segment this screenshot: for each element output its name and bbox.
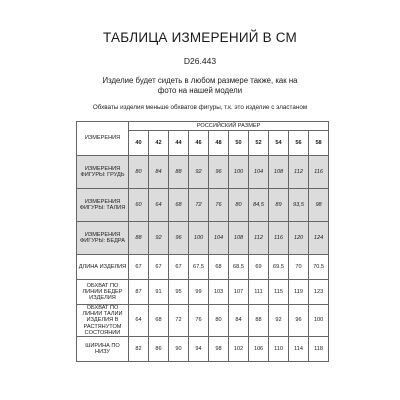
elastane-note: Обхваты изделия меньше обхватов фигуры, т.к. это изделие с эластаном <box>92 104 308 111</box>
table-cell: 96 <box>169 222 189 255</box>
table-cell: 118 <box>309 337 329 362</box>
table-cell: 69.5 <box>269 255 289 280</box>
size-header-cell: 54 <box>269 131 289 156</box>
table-cell: 92 <box>149 222 169 255</box>
table-cell: 123 <box>309 280 329 305</box>
table-cell: 88 <box>129 222 149 255</box>
table-row <box>77 305 329 337</box>
table-cell: 88 <box>169 156 189 189</box>
table-cell: 68 <box>209 255 229 280</box>
fit-note: Изделие будет сидеть в любом размере также, как на фото на нашей модели <box>102 76 298 95</box>
table-cell: 99 <box>189 280 209 305</box>
table-row <box>77 222 329 255</box>
table-cell: 67.5 <box>189 255 209 280</box>
table-cell: 84 <box>229 305 249 337</box>
row-label: ДЛИНА ИЗДЕЛИЯ <box>77 255 129 280</box>
row-label: ОБХВАТ ПО ЛИНИИ ТАЛИИ ИЗДЕЛИЯ В РАСТЯНУТОМ СОСТОЯНИИ <box>77 305 129 337</box>
table-row <box>77 189 329 222</box>
size-table <box>76 121 329 362</box>
table-cell: 68 <box>149 305 169 337</box>
table-cell: 64 <box>129 305 149 337</box>
russian-size-header: РОССИЙСКИЙ РАЗМЕР <box>129 122 329 131</box>
table-cell: 115 <box>269 280 289 305</box>
table-cell: 80 <box>229 189 249 222</box>
table-cell: 84,5 <box>249 189 269 222</box>
size-header-cell: 46 <box>189 131 209 156</box>
table-cell: 111 <box>249 280 269 305</box>
table-cell: 84 <box>149 156 169 189</box>
table-cell: 114 <box>289 337 309 362</box>
table-cell: 103 <box>209 280 229 305</box>
table-row <box>77 337 329 362</box>
table-cell: 112 <box>249 222 269 255</box>
size-header-cell: 50 <box>229 131 249 156</box>
table-cell: 92 <box>189 156 209 189</box>
table-cell: 76 <box>189 305 209 337</box>
size-header-cell: 58 <box>309 131 329 156</box>
row-label: ИЗМЕРЕНИЯ ФИГУРЫ: ГРУДЬ <box>77 156 129 189</box>
table-cell: 90 <box>169 337 189 362</box>
table-cell: 87 <box>129 280 149 305</box>
row-label: ИЗМЕРЕНИЯ ФИГУРЫ: ТАЛИЯ <box>77 189 129 222</box>
table-cell: 93,5 <box>289 189 309 222</box>
table-cell: 96 <box>209 156 229 189</box>
table-cell: 70.5 <box>309 255 329 280</box>
table-cell: 67 <box>149 255 169 280</box>
table-cell: 82 <box>129 337 149 362</box>
table-cell: 112 <box>289 156 309 189</box>
table-cell: 88 <box>249 305 269 337</box>
table-cell: 108 <box>269 156 289 189</box>
table-cell: 124 <box>309 222 329 255</box>
table-cell: 60 <box>129 189 149 222</box>
table-cell: 110 <box>269 337 289 362</box>
table-cell: 80 <box>209 305 229 337</box>
table-cell: 98 <box>209 337 229 362</box>
table-row <box>77 280 329 305</box>
row-label: ШИРИНА ПО НИЗУ <box>77 337 129 362</box>
table-cell: 72 <box>189 189 209 222</box>
table-cell: 119 <box>289 280 309 305</box>
row-label: ОБХВАТ ПО ЛИНИИ БЕДЕР ИЗДЕЛИЯ <box>77 280 129 305</box>
table-cell: 107 <box>229 280 249 305</box>
table-cell: 120 <box>289 222 309 255</box>
table-cell: 91 <box>149 280 169 305</box>
table-cell: 70 <box>289 255 309 280</box>
table-cell: 104 <box>249 156 269 189</box>
table-cell: 100 <box>229 156 249 189</box>
size-header-cell: 48 <box>209 131 229 156</box>
size-header-cell: 52 <box>249 131 269 156</box>
table-cell: 76 <box>209 189 229 222</box>
table-cell: 96 <box>289 305 309 337</box>
table-cell: 64 <box>149 189 169 222</box>
table-row <box>77 156 329 189</box>
table-cell: 95 <box>169 280 189 305</box>
corner-label: ИЗМЕРЕНИЯ <box>77 122 129 156</box>
page-title: ТАБЛИЦА ИЗМЕРЕНИЙ В СМ <box>103 30 297 45</box>
table-cell: 89 <box>269 189 289 222</box>
group-header-row <box>77 122 329 131</box>
table-cell: 80 <box>129 156 149 189</box>
table-cell: 106 <box>249 337 269 362</box>
row-label: ИЗМЕРЕНИЯ ФИГУРЫ: БЕДРА <box>77 222 129 255</box>
table-cell: 100 <box>309 305 329 337</box>
table-cell: 67 <box>129 255 149 280</box>
table-row <box>77 255 329 280</box>
table-cell: 68 <box>169 189 189 222</box>
table-cell: 98 <box>309 189 329 222</box>
size-header-cell: 42 <box>149 131 169 156</box>
table-cell: 108 <box>229 222 249 255</box>
table-cell: 69 <box>249 255 269 280</box>
size-header-cell: 44 <box>169 131 189 156</box>
table-cell: 67 <box>169 255 189 280</box>
size-header-cell: 40 <box>129 131 149 156</box>
table-cell: 116 <box>309 156 329 189</box>
product-code: D26.443 <box>183 56 217 66</box>
table-cell: 102 <box>229 337 249 362</box>
table-cell: 116 <box>269 222 289 255</box>
table-cell: 72 <box>169 305 189 337</box>
table-cell: 86 <box>149 337 169 362</box>
table-cell: 100 <box>189 222 209 255</box>
table-cell: 92 <box>269 305 289 337</box>
table-cell: 94 <box>189 337 209 362</box>
table-cell: 104 <box>209 222 229 255</box>
table-cell: 68.5 <box>229 255 249 280</box>
size-header-cell: 56 <box>289 131 309 156</box>
